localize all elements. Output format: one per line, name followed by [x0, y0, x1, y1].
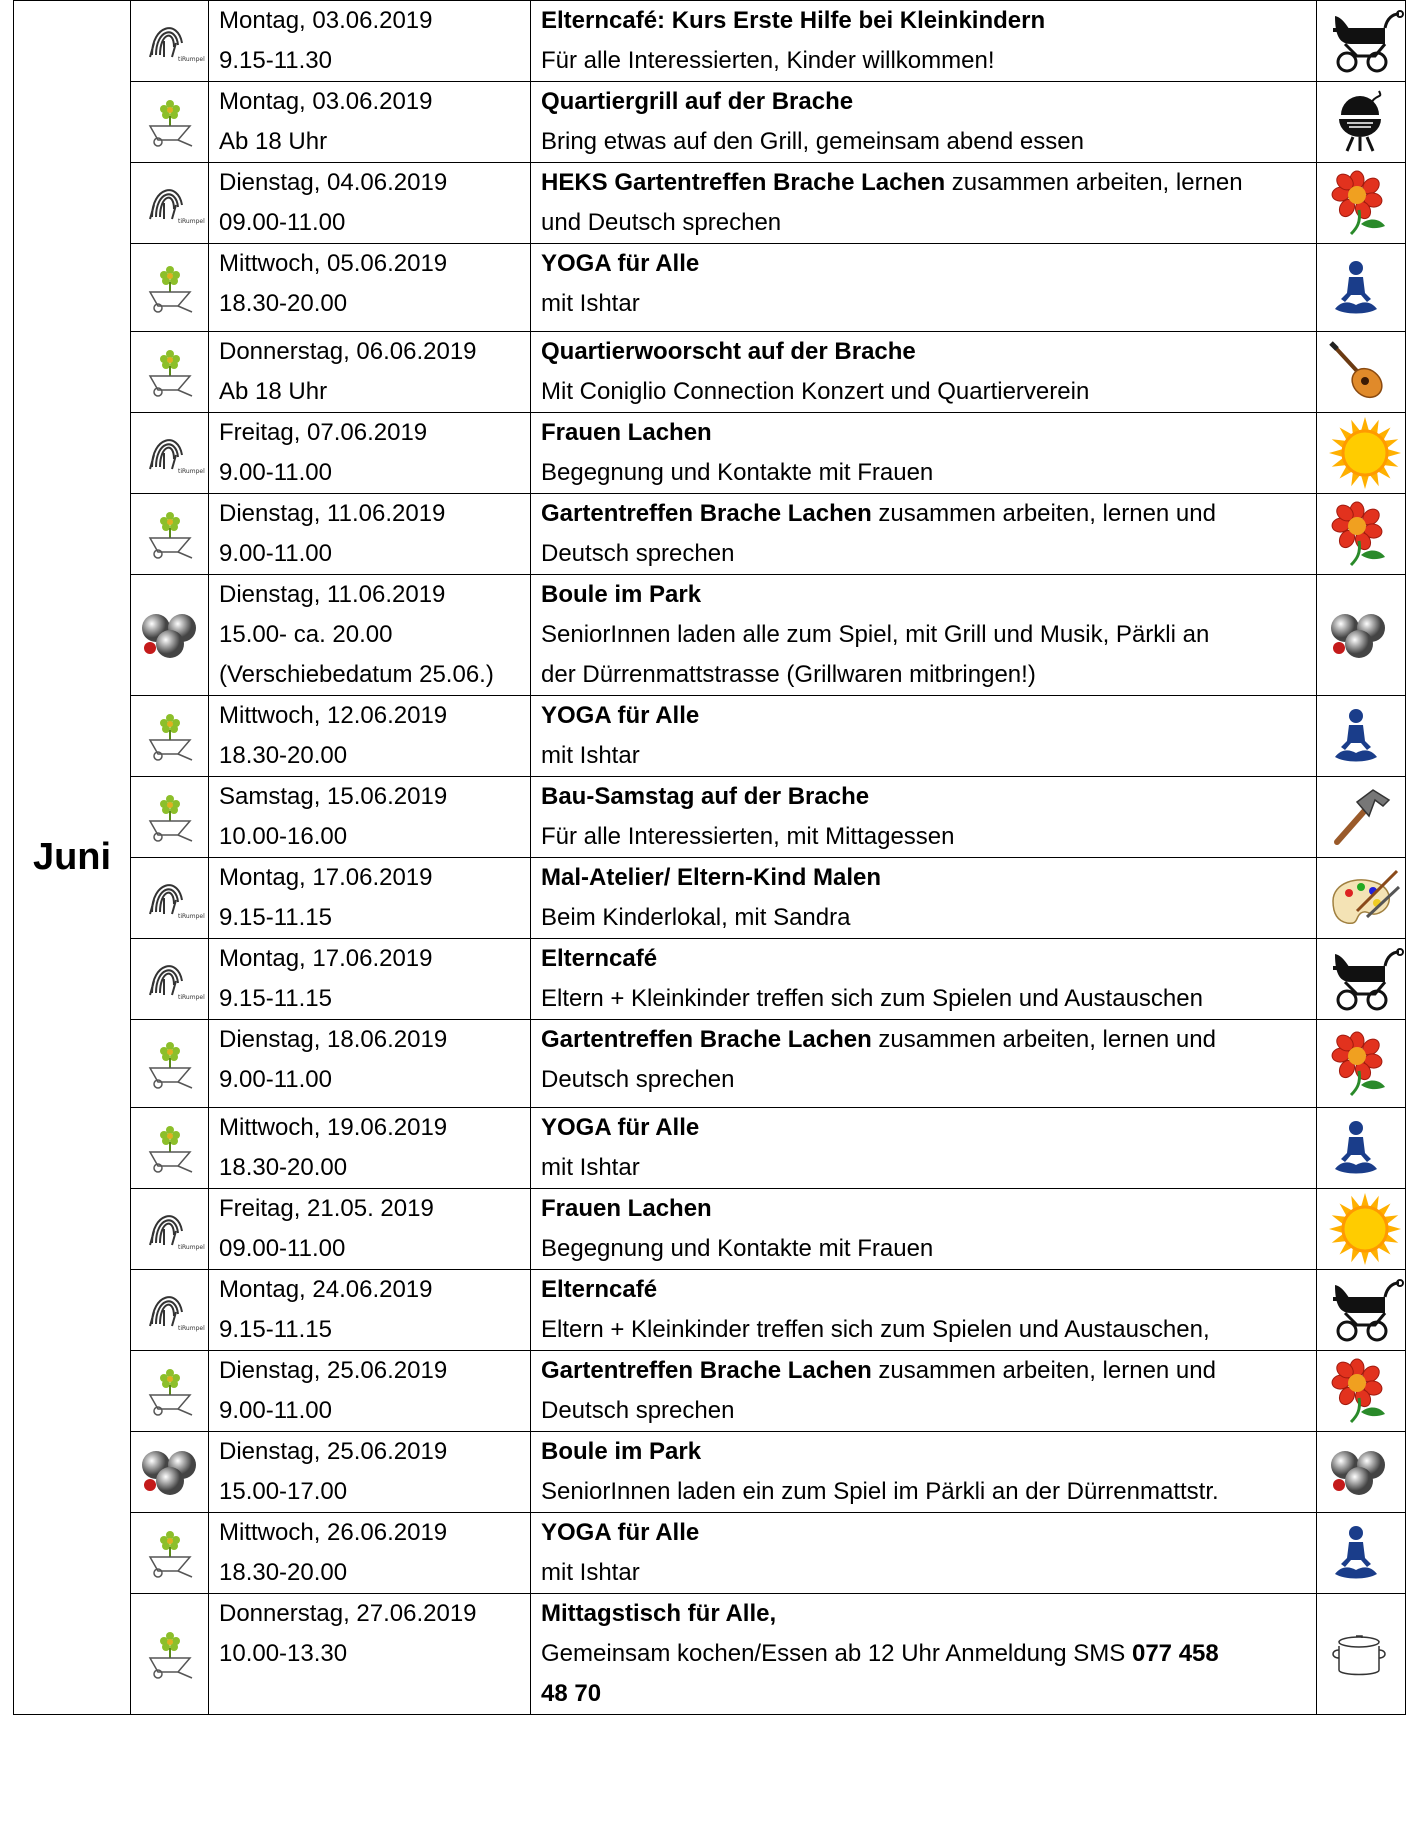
- description-cell: [531, 939, 1317, 1020]
- event-time: 15.00-17.00: [219, 1478, 348, 1505]
- event-description: Begegnung und Kontakte mit Frauen: [541, 459, 934, 486]
- description-cell: [531, 1351, 1317, 1432]
- organizer-logo-cell: [131, 1020, 209, 1108]
- date-cell: [209, 413, 531, 494]
- event-row: [14, 1513, 1406, 1594]
- theme-icon-cell: [1317, 413, 1406, 494]
- date-cell: [209, 1020, 531, 1108]
- date-cell: [209, 332, 531, 413]
- wheelbarrow-flower-icon: [131, 1527, 208, 1579]
- event-date: Montag, 17.06.2019: [219, 864, 433, 891]
- rumpel-logo-icon: [131, 13, 208, 69]
- event-title: Frauen Lachen: [541, 1195, 712, 1222]
- event-time: Ab 18 Uhr: [219, 128, 328, 155]
- rumpel-logo-icon: [131, 175, 208, 231]
- event-description: mit Ishtar: [541, 1559, 640, 1586]
- event-title: Gartentreffen Brache Lachen: [541, 1026, 872, 1053]
- theme-icon-cell: [1317, 1020, 1406, 1108]
- date-cell: [209, 494, 531, 575]
- event-time: 9.00-11.00: [219, 540, 332, 567]
- event-title-continuation: zusammen arbeiten, lernen und: [871, 500, 1216, 527]
- event-date: Montag, 24.06.2019: [219, 1276, 433, 1303]
- event-time: 18.30-20.00: [219, 742, 348, 769]
- description-cell: [531, 777, 1317, 858]
- event-date: Mittwoch, 05.06.2019: [219, 250, 448, 277]
- event-time: Ab 18 Uhr: [219, 378, 328, 405]
- organizer-logo-cell: [131, 82, 209, 163]
- date-cell: [209, 1432, 531, 1513]
- event-date: Samstag, 15.06.2019: [219, 783, 448, 810]
- event-date: Mittwoch, 19.06.2019: [219, 1114, 448, 1141]
- event-time: 9.15-11.15: [219, 985, 332, 1012]
- event-description: Mit Coniglio Connection Konzert und Quartierverein: [541, 378, 1090, 405]
- event-row: [14, 244, 1406, 332]
- svg-text:tiRumpel: tiRumpel: [177, 56, 205, 63]
- theme-icon-cell: [1317, 1189, 1406, 1270]
- guitar-icon: [1317, 341, 1405, 403]
- theme-icon-cell: [1317, 82, 1406, 163]
- flower-icon: [1317, 1031, 1405, 1097]
- rumpel-logo-icon: [131, 1282, 208, 1338]
- description-cell: [531, 244, 1317, 332]
- organizer-logo-cell: [131, 1108, 209, 1189]
- wheelbarrow-flower-icon: [131, 1122, 208, 1174]
- hammer-icon: [1317, 786, 1405, 848]
- event-date: Mittwoch, 26.06.2019: [219, 1519, 448, 1546]
- event-time: 09.00-11.00: [219, 209, 346, 236]
- event-title: Boule im Park: [541, 581, 702, 608]
- wheelbarrow-flower-icon: [131, 508, 208, 560]
- organizer-logo-cell: [131, 1189, 209, 1270]
- description-cell: [531, 82, 1317, 163]
- event-row: [14, 858, 1406, 939]
- event-title: YOGA für Alle: [541, 702, 700, 729]
- event-row: [14, 494, 1406, 575]
- organizer-logo-cell: [131, 244, 209, 332]
- svg-text:tiRumpel: tiRumpel: [177, 218, 205, 225]
- sun-icon: [1317, 415, 1405, 491]
- yoga-icon: [1317, 1119, 1405, 1177]
- event-description: mit Ishtar: [541, 742, 640, 769]
- event-title: Boule im Park: [541, 1438, 702, 1465]
- event-date: Dienstag, 11.06.2019: [219, 581, 446, 608]
- theme-icon-cell: [1317, 1432, 1406, 1513]
- organizer-logo-cell: [131, 575, 209, 696]
- organizer-logo-cell: [131, 858, 209, 939]
- event-description: Begegnung und Kontakte mit Frauen: [541, 1235, 934, 1262]
- description-cell: [531, 413, 1317, 494]
- event-time: 18.30-20.00: [219, 290, 348, 317]
- wheelbarrow-flower-icon: [131, 1365, 208, 1417]
- description-cell: [531, 332, 1317, 413]
- event-row: [14, 1594, 1406, 1715]
- theme-icon-cell: [1317, 1513, 1406, 1594]
- rumpel-logo-icon: [131, 870, 208, 926]
- description-cell: [531, 1594, 1317, 1715]
- event-row: [14, 1270, 1406, 1351]
- description-cell: [531, 163, 1317, 244]
- boule-balls-icon: [1317, 610, 1405, 660]
- palette-icon: [1317, 867, 1405, 929]
- description-cell: [531, 1, 1317, 82]
- event-date: Montag, 03.06.2019: [219, 88, 433, 115]
- wheelbarrow-flower-icon: [131, 262, 208, 314]
- date-cell: [209, 696, 531, 777]
- events-table: [13, 0, 1406, 1715]
- sms-number: 077 458: [1131, 1640, 1219, 1667]
- event-time: 9.15-11.30: [219, 47, 332, 74]
- event-row: [14, 1432, 1406, 1513]
- boule-balls-icon: [1317, 1447, 1405, 1497]
- organizer-logo-cell: [131, 939, 209, 1020]
- date-cell: [209, 1594, 531, 1715]
- event-row: [14, 1351, 1406, 1432]
- event-description: Eltern + Kleinkinder treffen sich zum Spielen und Austauschen,: [541, 1316, 1210, 1343]
- cooking-pot-icon: [1317, 1626, 1405, 1682]
- wheelbarrow-flower-icon: [131, 96, 208, 148]
- event-description: mit Ishtar: [541, 1154, 640, 1181]
- event-title: Quartiergrill auf der Brache: [541, 88, 854, 115]
- event-time: 9.00-11.00: [219, 459, 332, 486]
- event-time: 9.00-11.00: [219, 1397, 332, 1424]
- theme-icon-cell: [1317, 1, 1406, 82]
- event-row: [14, 1189, 1406, 1270]
- event-time: 9.15-11.15: [219, 1316, 332, 1343]
- organizer-logo-cell: [131, 413, 209, 494]
- organizer-logo-cell: [131, 696, 209, 777]
- svg-text:tiRumpel: tiRumpel: [177, 994, 205, 1001]
- description-cell: [531, 858, 1317, 939]
- event-time: 18.30-20.00: [219, 1154, 348, 1181]
- event-time: 18.30-20.00: [219, 1559, 348, 1586]
- event-description: SeniorInnen laden alle zum Spiel, mit Grill und Musik, Pärkli an: [541, 621, 1210, 648]
- event-time: 10.00-13.30: [219, 1640, 348, 1667]
- rumpel-logo-icon: [131, 1201, 208, 1257]
- event-description: Deutsch sprechen: [541, 540, 735, 567]
- event-description: Bring etwas auf den Grill, gemeinsam abend essen: [541, 128, 1084, 155]
- pram-icon: [1317, 946, 1405, 1012]
- event-row: [14, 1020, 1406, 1108]
- event-row: [14, 777, 1406, 858]
- event-row: [14, 163, 1406, 244]
- description-cell: [531, 1270, 1317, 1351]
- event-date: Dienstag, 18.06.2019: [219, 1026, 448, 1053]
- month-label: Juni: [32, 836, 112, 878]
- event-title: YOGA für Alle: [541, 1519, 700, 1546]
- event-row: [14, 1, 1406, 82]
- svg-text:tiRumpel: tiRumpel: [177, 1244, 205, 1251]
- event-date: Donnerstag, 27.06.2019: [219, 1600, 477, 1627]
- organizer-logo-cell: [131, 1351, 209, 1432]
- date-cell: [209, 1270, 531, 1351]
- event-title: YOGA für Alle: [541, 250, 700, 277]
- sms-number-continued: 48 70: [541, 1680, 602, 1707]
- event-time: 10.00-16.00: [219, 823, 348, 850]
- event-date: Montag, 17.06.2019: [219, 945, 433, 972]
- date-cell: [209, 1, 531, 82]
- event-date: Mittwoch, 12.06.2019: [219, 702, 448, 729]
- boule-balls-icon: [131, 610, 208, 660]
- organizer-logo-cell: [131, 494, 209, 575]
- flower-icon: [1317, 1358, 1405, 1424]
- description-cell: [531, 1108, 1317, 1189]
- theme-icon-cell: [1317, 1351, 1406, 1432]
- event-title: Elterncafé: [541, 1276, 658, 1303]
- pram-icon: [1317, 8, 1405, 74]
- event-title: Elterncafé: Kurs Erste Hilfe bei Kleinkindern: [541, 7, 1046, 34]
- event-title: Mittagstisch für Alle,: [541, 1600, 777, 1627]
- theme-icon-cell: [1317, 244, 1406, 332]
- organizer-logo-cell: [131, 163, 209, 244]
- pram-icon: [1317, 1277, 1405, 1343]
- flower-icon: [1317, 170, 1405, 236]
- organizer-logo-cell: [131, 1270, 209, 1351]
- date-cell: [209, 163, 531, 244]
- date-cell: [209, 1108, 531, 1189]
- description-cell: [531, 696, 1317, 777]
- event-date: Montag, 03.06.2019: [219, 7, 433, 34]
- description-cell: [531, 1513, 1317, 1594]
- date-cell: [209, 244, 531, 332]
- theme-icon-cell: [1317, 332, 1406, 413]
- rumpel-logo-icon: [131, 425, 208, 481]
- event-row: [14, 939, 1406, 1020]
- event-title-continuation: zusammen arbeiten, lernen und: [871, 1357, 1216, 1384]
- event-row: [14, 575, 1406, 696]
- event-time: 9.00-11.00: [219, 1066, 332, 1093]
- date-cell: [209, 82, 531, 163]
- boule-balls-icon: [131, 1447, 208, 1497]
- event-title: Elterncafé: [541, 945, 658, 972]
- date-cell: [209, 777, 531, 858]
- theme-icon-cell: [1317, 494, 1406, 575]
- description-cell: [531, 1020, 1317, 1108]
- yoga-icon: [1317, 707, 1405, 765]
- event-date: Dienstag, 11.06.2019: [219, 500, 446, 527]
- organizer-logo-cell: [131, 1432, 209, 1513]
- yoga-icon: [1317, 259, 1405, 317]
- wheelbarrow-flower-icon: [131, 1628, 208, 1680]
- theme-icon-cell: [1317, 1270, 1406, 1351]
- event-description: Deutsch sprechen: [541, 1066, 735, 1093]
- date-cell: [209, 858, 531, 939]
- event-date: Dienstag, 25.06.2019: [219, 1438, 448, 1465]
- wheelbarrow-flower-icon: [131, 1038, 208, 1090]
- event-row: [14, 332, 1406, 413]
- event-time: (Verschiebedatum 25.06.): [219, 661, 494, 688]
- theme-icon-cell: [1317, 696, 1406, 777]
- event-title: YOGA für Alle: [541, 1114, 700, 1141]
- organizer-logo-cell: [131, 1, 209, 82]
- description-cell: [531, 575, 1317, 696]
- event-description: Gemeinsam kochen/Essen ab 12 Uhr Anmeldung SMS: [541, 1640, 1132, 1667]
- event-row: [14, 1108, 1406, 1189]
- event-title: Gartentreffen Brache Lachen: [541, 500, 872, 527]
- description-cell: [531, 1432, 1317, 1513]
- theme-icon-cell: [1317, 163, 1406, 244]
- organizer-logo-cell: [131, 332, 209, 413]
- event-title: Gartentreffen Brache Lachen: [541, 1357, 872, 1384]
- event-title: Bau-Samstag auf der Brache: [541, 783, 870, 810]
- date-cell: [209, 1351, 531, 1432]
- date-cell: [209, 1513, 531, 1594]
- wheelbarrow-flower-icon: [131, 346, 208, 398]
- organizer-logo-cell: [131, 1594, 209, 1715]
- theme-icon-cell: [1317, 777, 1406, 858]
- theme-icon-cell: [1317, 858, 1406, 939]
- event-description: Eltern + Kleinkinder treffen sich zum Spielen und Austauschen: [541, 985, 1203, 1012]
- event-row: [14, 413, 1406, 494]
- event-date: Freitag, 07.06.2019: [219, 419, 428, 446]
- event-description: SeniorInnen laden ein zum Spiel im Pärkli an der Dürrenmattstr.: [541, 1478, 1219, 1505]
- description-cell: [531, 494, 1317, 575]
- svg-text:tiRumpel: tiRumpel: [177, 913, 205, 920]
- event-date: Donnerstag, 06.06.2019: [219, 338, 477, 365]
- event-description: Beim Kinderlokal, mit Sandra: [541, 904, 851, 931]
- sun-icon: [1317, 1191, 1405, 1267]
- event-title-continuation: zusammen arbeiten, lernen: [945, 169, 1243, 196]
- svg-text:tiRumpel: tiRumpel: [177, 468, 205, 475]
- theme-icon-cell: [1317, 939, 1406, 1020]
- event-description: der Dürrenmattstrasse (Grillwaren mitbringen!): [541, 661, 1036, 688]
- theme-icon-cell: [1317, 1594, 1406, 1715]
- event-description: Für alle Interessierten, mit Mittagessen: [541, 823, 955, 850]
- theme-icon-cell: [1317, 1108, 1406, 1189]
- grill-icon: [1317, 89, 1405, 155]
- event-row: [14, 82, 1406, 163]
- flower-icon: [1317, 501, 1405, 567]
- date-cell: [209, 1189, 531, 1270]
- event-description: mit Ishtar: [541, 290, 640, 317]
- date-cell: [209, 939, 531, 1020]
- event-title: Quartierwoorscht auf der Brache: [541, 338, 916, 365]
- yoga-icon: [1317, 1524, 1405, 1582]
- theme-icon-cell: [1317, 575, 1406, 696]
- event-time: 15.00- ca. 20.00: [219, 621, 393, 648]
- event-title: HEKS Gartentreffen Brache Lachen: [541, 169, 946, 196]
- event-time: 9.15-11.15: [219, 904, 332, 931]
- event-description: Für alle Interessierten, Kinder willkommen!: [541, 47, 995, 74]
- month-cell: [14, 1, 131, 1715]
- event-time: 09.00-11.00: [219, 1235, 346, 1262]
- organizer-logo-cell: [131, 777, 209, 858]
- description-cell: [531, 1189, 1317, 1270]
- rumpel-logo-icon: [131, 951, 208, 1007]
- event-date: Freitag, 21.05. 2019: [219, 1195, 434, 1222]
- wheelbarrow-flower-icon: [131, 791, 208, 843]
- wheelbarrow-flower-icon: [131, 710, 208, 762]
- organizer-logo-cell: [131, 1513, 209, 1594]
- event-date: Dienstag, 04.06.2019: [219, 169, 448, 196]
- event-row: [14, 696, 1406, 777]
- svg-text:tiRumpel: tiRumpel: [177, 1325, 205, 1332]
- event-title: Frauen Lachen: [541, 419, 712, 446]
- event-title-continuation: zusammen arbeiten, lernen und: [871, 1026, 1216, 1053]
- event-description: Deutsch sprechen: [541, 1397, 735, 1424]
- event-date: Dienstag, 25.06.2019: [219, 1357, 448, 1384]
- event-title: Mal-Atelier/ Eltern-Kind Malen: [541, 864, 882, 891]
- date-cell: [209, 575, 531, 696]
- event-description: und Deutsch sprechen: [541, 209, 782, 236]
